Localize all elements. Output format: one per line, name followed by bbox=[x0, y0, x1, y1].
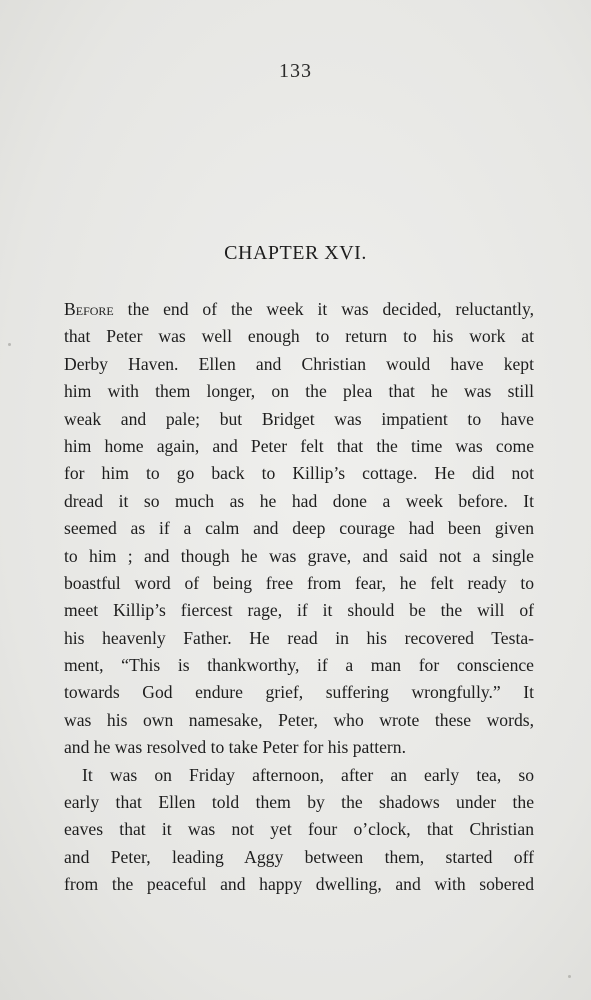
page-number: 133 bbox=[279, 60, 312, 82]
text-line: dread it so much as he had done a week before. It bbox=[64, 490, 534, 511]
text-line: boastful word of being free from fear, he felt ready to bbox=[64, 572, 534, 593]
opening-word: Before bbox=[64, 299, 114, 319]
text-line: early that Ellen told them by the shadows under the bbox=[64, 792, 534, 813]
text-line: and he was resolved to take Peter for his pattern. bbox=[64, 737, 406, 758]
text-line: from the peaceful and happy dwelling, and with sobered bbox=[64, 874, 534, 895]
paper-speck bbox=[8, 343, 11, 346]
text-line: and Peter, leading Aggy between them, started off bbox=[64, 846, 534, 867]
text-line: towards God endure grief, suffering wrongfully.” It bbox=[64, 682, 534, 703]
text-line bbox=[64, 296, 534, 323]
chapter-title: CHAPTER XVI. bbox=[224, 242, 367, 264]
text-line: him home again, and Peter felt that the time was come bbox=[64, 435, 534, 456]
text-line: seemed as if a calm and deep courage had been given bbox=[64, 518, 534, 539]
text-line: his heavenly Father. He read in his recovered Testa- bbox=[64, 627, 534, 648]
text-line: that Peter was well enough to return to his work at bbox=[64, 326, 534, 347]
text-line: meet Killip’s fiercest rage, if it should be the will of bbox=[64, 600, 534, 621]
text-line: for him to go back to Killip’s cottage. He did not bbox=[64, 463, 534, 484]
text-line: It was on Friday afternoon, after an early tea, so bbox=[82, 764, 534, 785]
paper-speck bbox=[568, 975, 571, 978]
text-line: to him ; and though he was grave, and said not a single bbox=[64, 545, 534, 566]
text-line: ment, “This is thankworthy, if a man for conscience bbox=[64, 655, 534, 676]
text-line: him with them longer, on the plea that he was still bbox=[64, 381, 534, 402]
text-line: eaves that it was not yet four o’clock, that Christian bbox=[64, 819, 534, 840]
text-line-rest: the end of the week it was decided, reluctantly, bbox=[113, 299, 534, 319]
text-line: was his own namesake, Peter, who wrote these words, bbox=[64, 709, 534, 730]
body-text bbox=[64, 296, 534, 899]
text-line: weak and pale; but Bridget was impatient to have bbox=[64, 408, 534, 429]
text-line: Derby Haven. Ellen and Christian would have kept bbox=[64, 353, 534, 374]
